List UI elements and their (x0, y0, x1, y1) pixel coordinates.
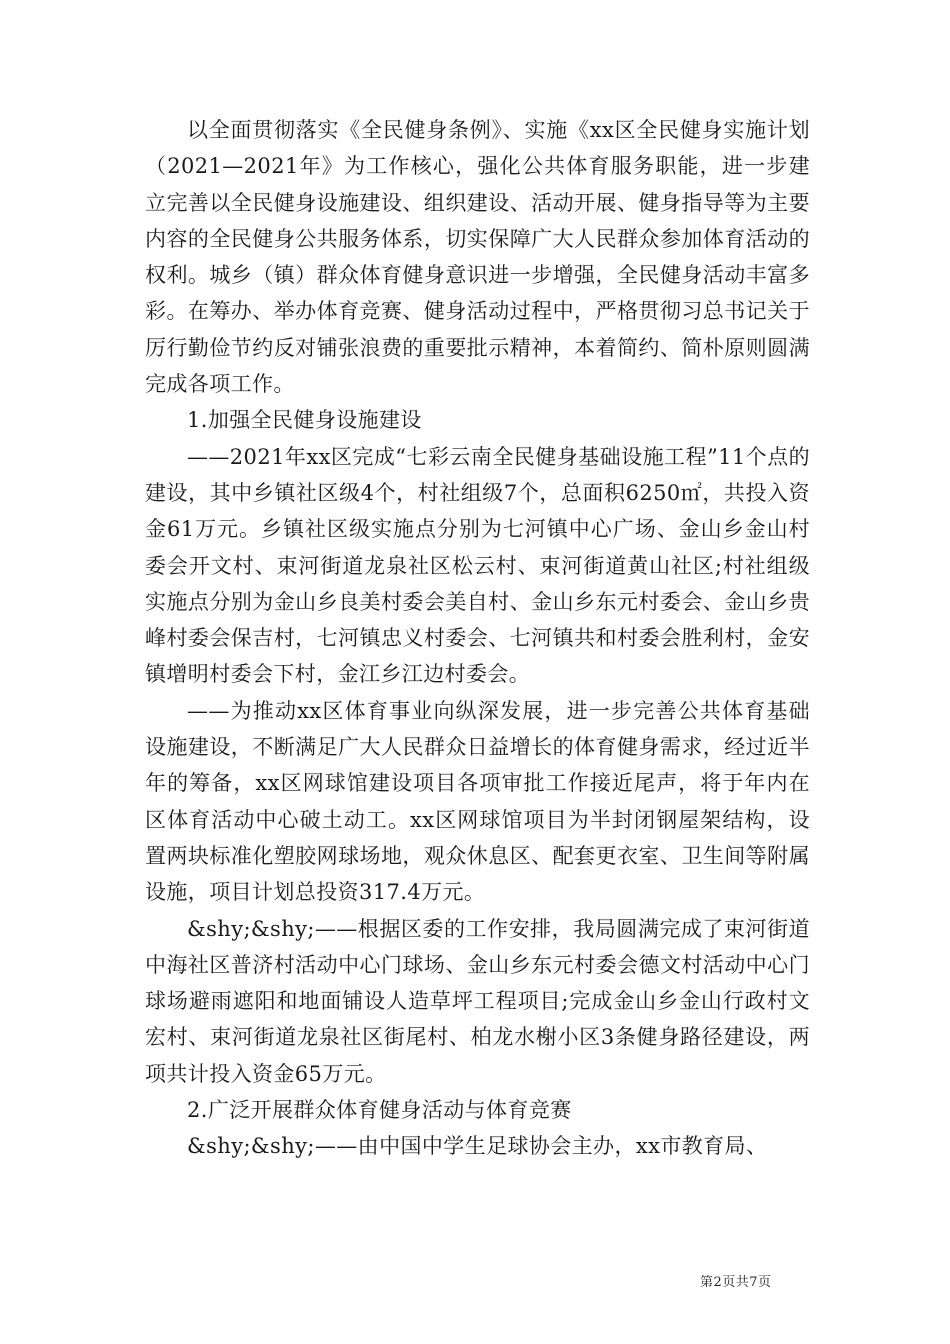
page-number-footer: 第2页共7页 (700, 1275, 772, 1290)
paragraph-facilities-project: ——2021年xx区完成“七彩云南全民健身基础设施工程”11个点的建设，其中乡镇社区级4个，村社组级7个，总面积6250㎡，共投入资金61万元。乡镇社区级实施点分别为七河镇中心广场、金山乡金山村委会开文村、束河街道龙泉社区松云村、束河街道黄山社区;村社组级实施点分别为金山乡良美村委会美自村、金山乡东元村委会、金山乡贵峰村委会保吉村，七河镇忠义村委会、七河镇共和村委会胜利村，金安镇增明村委会下村，金江乡江边村委会。 (145, 444, 810, 687)
paragraph-tennis-hall: ——为推动xx区体育事业向纵深发展，进一步完善公共体育基础设施建设，不断满足广大人民群众日益增长的体育健身需求，经过近半年的筹备，xx区网球馆建设项目各项审批工作接近尾声，将于年内在区体育活动中心破土动工。xx区网球馆项目为半封闭钢屋架结构，设置两块标准化塑胶网球场地，观众休息区、配套更衣室、卫生间等附属设施，项目计划总投资317.4万元。 (145, 698, 810, 905)
document-body (145, 112, 810, 1165)
section-heading-1: 1.加强全民健身设施建设 (187, 408, 422, 433)
paragraph-gateball-courts: &shy;&shy;——根据区委的工作安排，我局圆满完成了束河街道中海社区普济村活动中心门球场、金山乡东元村委会德文村活动中心门球场避雨遮阳和地面铺设人造草坪工程项目;完成金山乡金山行政村文宏村、束河街道龙泉社区街尾村、柏龙水榭小区3条健身路径建设，两项共计投入资金65万元。 (145, 916, 810, 1086)
paragraph-intro: 以全面贯彻落实《全民健身条例》、实施《xx区全民健身实施计划（2021—2021年》为工作核心，强化公共体育服务职能，进一步建立完善以全民健身设施建设、组织建设、活动开展、健身指导等为主要内容的全民健身公共服务体系，切实保障广大人民群众参加体育活动的权利。城乡（镇）群众体育健身意识进一步增强，全民健身活动丰富多彩。在筹办、举办体育竞赛、健身活动过程中，严格贯彻习总书记关于厉行勤俭节约反对铺张浪费的重要批示精神，本着简约、简朴原则圆满完成各项工作。 (145, 118, 810, 397)
section-heading-2: 2.广泛开展群众体育健身活动与体育竞赛 (187, 1098, 572, 1123)
paragraph-football-association: &shy;&shy;——由中国中学生足球协会主办，xx市教育局、 (187, 1134, 768, 1159)
